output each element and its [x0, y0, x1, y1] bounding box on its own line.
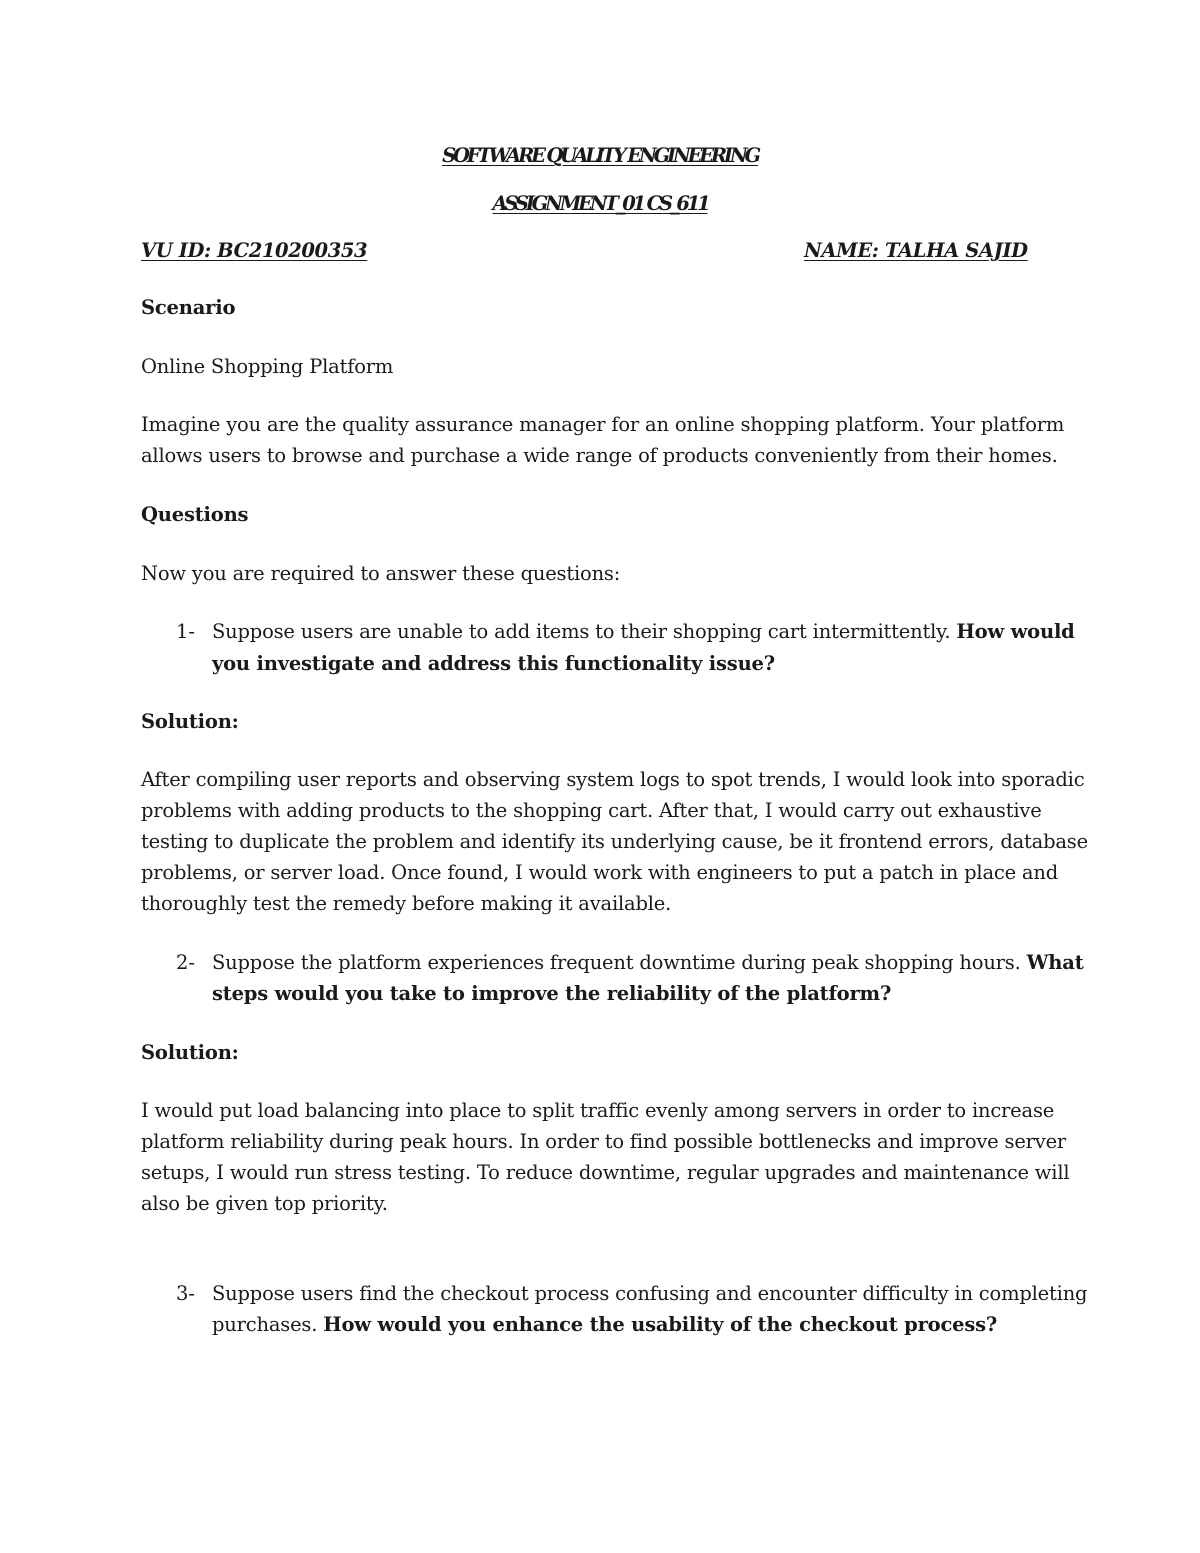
question-text: Suppose users are unable to add items to their shopping cart intermittently. — [212, 620, 957, 643]
student-name: NAME: TALHA SAJID — [804, 239, 1028, 262]
question-number: 3- — [176, 1282, 195, 1305]
question-3-line — [212, 1313, 997, 1337]
solution-line: problems, or server load. Once found, I would work with engineers to put a patch in place and — [141, 861, 1058, 884]
solution-line: platform reliability during peak hours. In order to find possible bottlenecks and improve server — [141, 1130, 1067, 1153]
solution-line: thoroughly test the remedy before making it available. — [141, 892, 672, 915]
assignment-title: ASSIGNMENT_01 CS_611 — [492, 192, 708, 215]
question-emphasis: How would you enhance the usability of the checkout process? — [323, 1313, 998, 1336]
question-3-line: Suppose users find the checkout process confusing and encounter difficulty in completing — [212, 1282, 1088, 1305]
solution-heading: Solution: — [141, 1041, 239, 1064]
question-text: Suppose the platform experiences frequent downtime during peak shopping hours. — [212, 951, 1027, 974]
solution-line: After compiling user reports and observing system logs to spot trends, I would look into sporadic — [141, 768, 1085, 791]
scenario-description-line: allows users to browse and purchase a wide range of products conveniently from their homes. — [141, 444, 1058, 467]
questions-intro: Now you are required to answer these questions: — [141, 562, 621, 585]
question-emphasis: How would — [956, 620, 1075, 643]
solution-heading: Solution: — [141, 710, 239, 733]
solution-line: also be given top priority. — [141, 1192, 388, 1215]
solution-line: setups, I would run stress testing. To reduce downtime, regular upgrades and maintenance will — [141, 1161, 1070, 1184]
course-title: SOFTWARE QUALITY ENGINEERING — [442, 144, 758, 167]
question-2-line: steps would you take to improve the reliability of the platform? — [212, 982, 892, 1005]
scenario-title: Online Shopping Platform — [141, 355, 394, 378]
question-1-line: you investigate and address this functionality issue? — [212, 652, 775, 675]
questions-heading: Questions — [141, 503, 249, 526]
question-1-line — [212, 620, 1075, 644]
scenario-description-line: Imagine you are the quality assurance manager for an online shopping platform. Your platform — [141, 413, 1065, 436]
question-2-line — [212, 951, 1084, 975]
question-text: purchases. — [212, 1313, 324, 1336]
solution-line: testing to duplicate the problem and identify its underlying cause, be it frontend errors, database — [141, 830, 1088, 853]
solution-line: I would put load balancing into place to split traffic evenly among servers in order to increase — [141, 1099, 1055, 1122]
question-emphasis: What — [1026, 951, 1084, 974]
vu-id: VU ID: BC210200353 — [141, 239, 368, 262]
question-number: 2- — [176, 951, 195, 974]
question-number: 1- — [176, 620, 195, 643]
solution-line: problems with adding products to the shopping cart. After that, I would carry out exhaustive — [141, 799, 1042, 822]
scenario-heading: Scenario — [141, 296, 236, 319]
